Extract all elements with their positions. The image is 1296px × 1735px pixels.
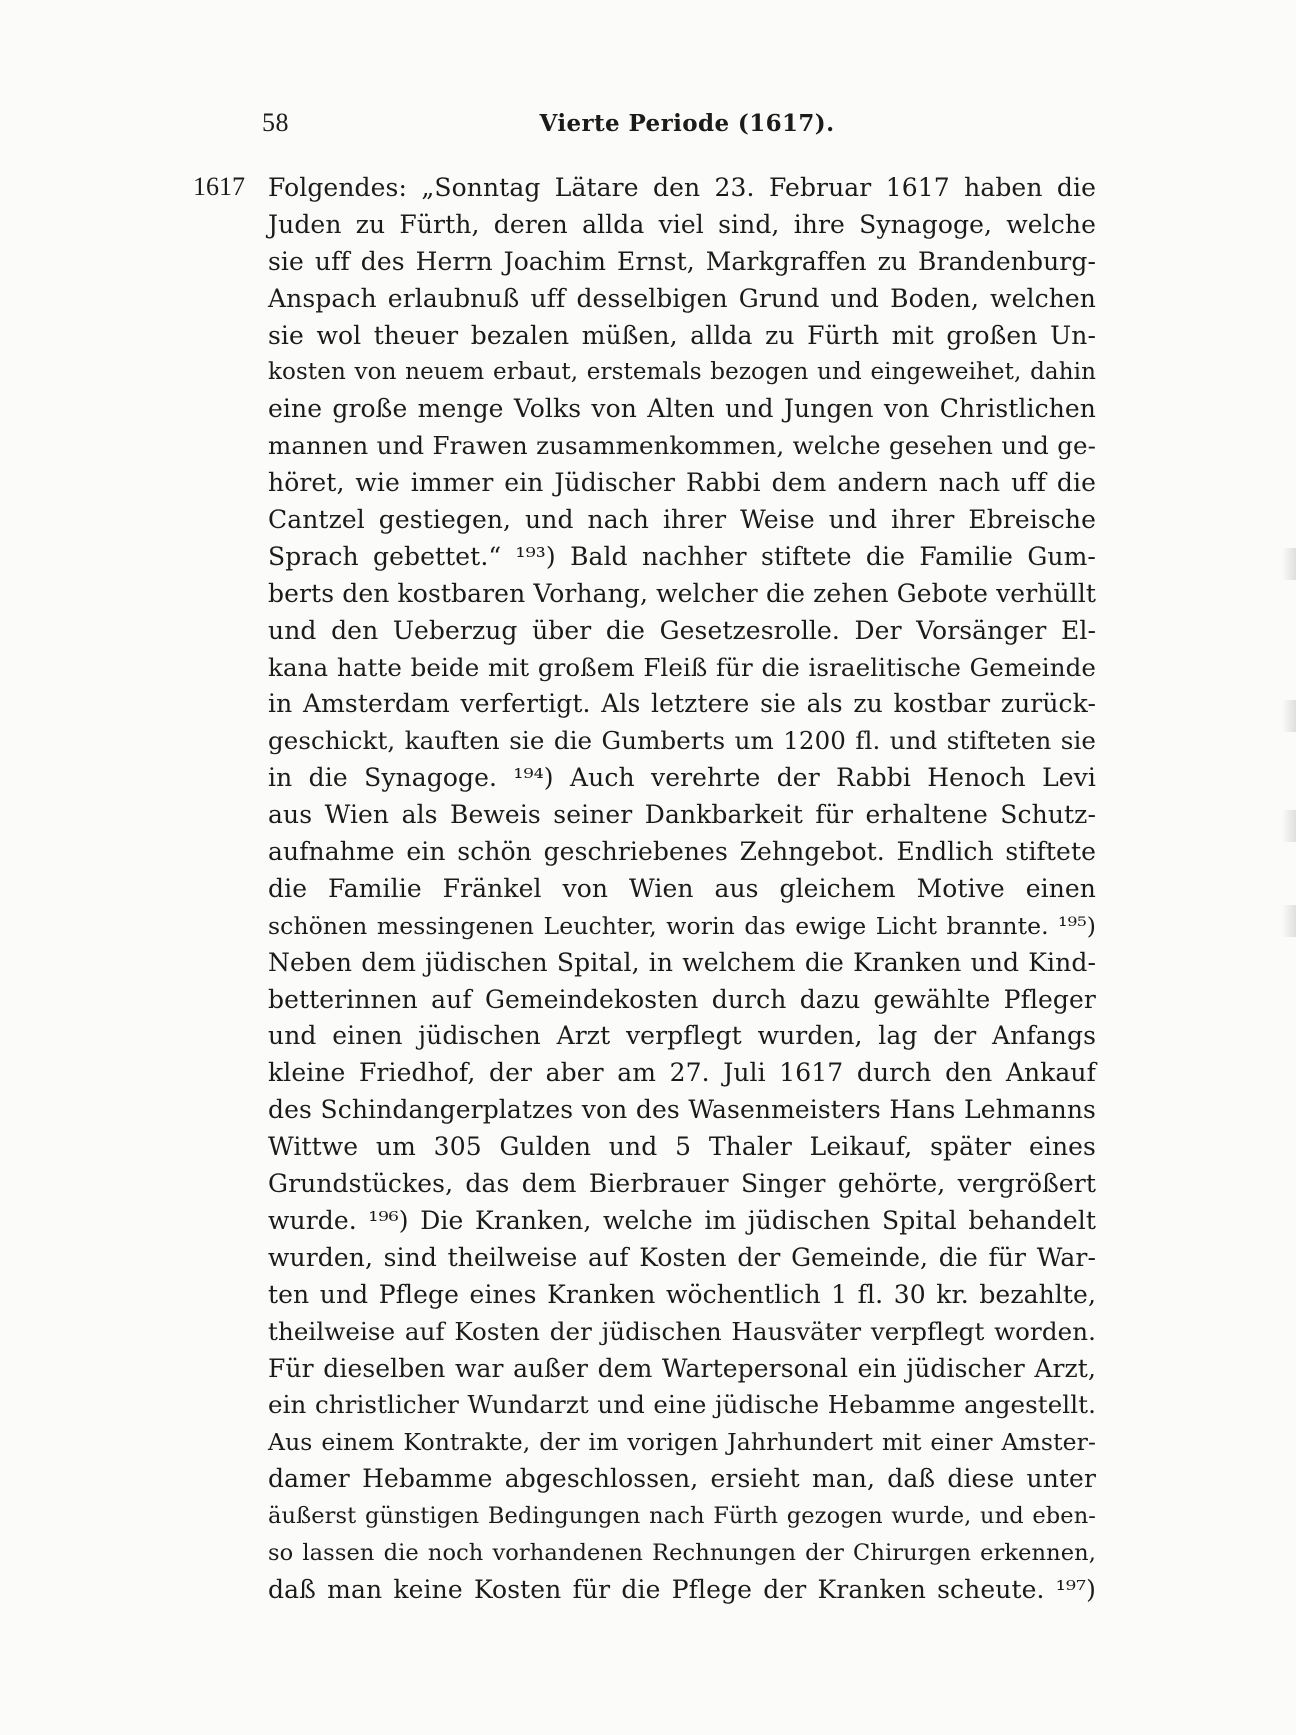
text-line: schönen messingenen Leuchter, worin das ewige Licht brannte. ¹⁹⁵) [268, 911, 1096, 940]
text-line: in Amsterdam verfertigt. Als letztere sie als zu kostbar zurück- [268, 689, 1096, 719]
text-line: äußerst günstigen Bedingungen nach Fürth gezogen wurde, und eben- [268, 1503, 1096, 1530]
text-line: damer Hebamme abgeschlossen, ersieht man, daß diese unter [268, 1464, 1096, 1494]
text-line: die Familie Fränkel von Wien aus gleichem Motive einen [268, 873, 1096, 903]
text-line: Folgendes: „Sonntag Lätare den 23. Februar 1617 haben die [268, 173, 1096, 202]
margin-year: 1617 [193, 172, 245, 201]
text-line: Cantzel gestiegen, und nach ihrer Weise und ihrer Ebreische [268, 505, 1096, 535]
text-line: berts den kostbaren Vorhang, welcher die zehen Gebote verhüllt [268, 578, 1096, 608]
text-line: Juden zu Fürth, deren allda viel sind, ihre Synagoge, welche [268, 209, 1096, 239]
text-line: aus Wien als Beweis seiner Dankbarkeit für erhaltene Schutz- [268, 800, 1096, 830]
text-line: ten und Pflege eines Kranken wöchentlich 1 fl. 30 kr. bezahlte, [268, 1279, 1096, 1309]
text-line: wurde. ¹⁹⁶) Die Kranken, welche im jüdischen Spital behandelt [268, 1205, 1096, 1235]
text-line: aufnahme ein schön geschriebenes Zehngebot. Endlich stiftete [268, 837, 1096, 867]
scan-edge-shadow [1282, 548, 1296, 580]
page-number: 58 [262, 108, 289, 137]
text-line: theilweise auf Kosten der jüdischen Hausväter verpflegt worden. [268, 1316, 1096, 1346]
text-line: sie wol theuer bezalen müßen, allda zu Fürth mit großen Un- [268, 320, 1096, 350]
text-line: in die Synagoge. ¹⁹⁴) Auch verehrte der Rabbi Henoch Levi [268, 763, 1096, 793]
text-line: daß man keine Kosten für die Pflege der Kranken scheute. ¹⁹⁷) [268, 1574, 1096, 1604]
text-line: Anspach erlaubnuß uff desselbigen Grund und Boden, welchen [268, 283, 1096, 313]
text-line: höret, wie immer ein Jüdischer Rabbi dem andern nach uff die [268, 468, 1096, 498]
text-line: Für dieselben war außer dem Wartepersonal ein jüdischer Arzt, [268, 1353, 1096, 1383]
text-line: Aus einem Kontrakte, der im vorigen Jahrhundert mit einer Amster- [268, 1428, 1096, 1457]
scan-edge-shadow [1282, 810, 1296, 842]
text-line: eine große menge Volks von Alten und Jungen von Christlichen [268, 394, 1096, 424]
text-line: Grundstückes, das dem Bierbrauer Singer gehörte, vergrößert [268, 1169, 1096, 1199]
scan-edge-shadow [1282, 700, 1296, 732]
text-line: kosten von neuem erbaut, erstemals bezogen und eingeweihet, dahin [268, 359, 1096, 386]
text-line: des Schindangerplatzes von des Wasenmeisters Hans Lehmanns [268, 1095, 1096, 1125]
text-line: Neben dem jüdischen Spital, in welchem die Kranken und Kind- [268, 947, 1096, 977]
text-line: Wittwe um 305 Gulden und 5 Thaler Leikauf, später eines [268, 1132, 1096, 1162]
page-header [262, 108, 1102, 144]
text-line: ein christlicher Wundarzt und eine jüdische Hebamme angestellt. [268, 1390, 1096, 1420]
text-line: betterinnen auf Gemeindekosten durch dazu gewählte Pfleger [268, 984, 1096, 1014]
body-text [268, 170, 1096, 1609]
text-line: und den Ueberzug über die Gesetzesrolle. Der Vorsänger El- [268, 615, 1096, 645]
text-line: mannen und Frawen zusammenkommen, welche gesehen und ge- [268, 431, 1096, 461]
text-line: und einen jüdischen Arzt verpflegt wurden, lag der Anfangs [268, 1021, 1096, 1051]
scan-edge-shadow [1282, 905, 1296, 937]
text-line: Sprach gebettet.“ ¹⁹³) Bald nachher stiftete die Familie Gum- [268, 541, 1096, 571]
running-head: Vierte Periode (1617). [539, 110, 835, 137]
text-line: geschickt, kauften sie die Gumberts um 1200 fl. und stifteten sie [268, 726, 1096, 756]
text-line: kleine Friedhof, der aber am 27. Juli 1617 durch den Ankauf [268, 1058, 1096, 1088]
text-line: kana hatte beide mit großem Fleiß für die israelitische Gemeinde [268, 652, 1096, 682]
text-line: sie uff des Herrn Joachim Ernst, Markgraffen zu Brandenburg- [268, 246, 1096, 276]
text-line: wurden, sind theilweise auf Kosten der Gemeinde, die für War- [268, 1242, 1096, 1272]
text-line: so lassen die noch vorhandenen Rechnungen der Chirurgen erkennen, [268, 1539, 1096, 1566]
